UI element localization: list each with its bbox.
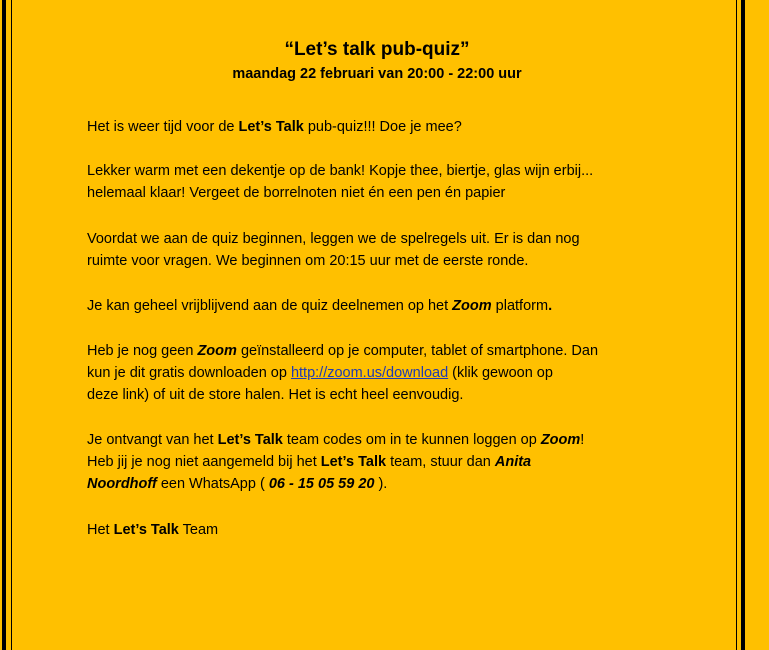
install-text-4: (klik gewoon op [448,365,553,381]
install-paragraph [87,340,707,406]
install-text: Heb je nog geen [87,343,198,359]
rules-line-1: Voordat we aan de quiz beginnen, leggen we de spelregels uit. Er is dan nog [87,231,580,247]
rules-line-2: ruimte voor vragen. We beginnen om 20:15 uur met de eerste ronde. [87,253,529,269]
install-text-2: geïnstalleerd op je computer, tablet of smartphone. Dan [236,343,599,359]
codes-text-2: team codes om in te kunnen loggen op [282,432,541,448]
intro-text-end: pub-quiz!!! Doe je mee? [303,119,462,135]
flyer-date: maandag 22 februari van 20:00 - 22:00 uur [232,66,522,82]
signature-text: Het [87,522,114,538]
codes-text: Je ontvangt van het [87,432,218,448]
cozy-line-2: helemaal klaar! Vergeet de borrelnoten niet én een pen én papier [87,185,506,201]
platform-paragraph [87,295,707,317]
codes-paragraph [87,429,707,495]
zoom-name: Zoom [540,432,581,448]
frame-border-left-outer [2,0,6,650]
rules-paragraph [87,228,707,272]
signature [87,519,707,541]
brand-name: Let’s Talk [238,119,304,135]
contact-first-name: Anita [494,454,532,470]
cozy-paragraph [87,160,707,204]
flyer-title: “Let’s talk pub-quiz” [284,39,470,60]
frame-border-left-inner [11,0,12,650]
platform-text-end: platform [491,298,549,314]
contact-last-name: Noordhoff [87,476,157,492]
install-text-5: deze link) of uit de store halen. Het is echt heel eenvoudig. [87,387,464,403]
frame-border-right-outer [741,0,745,650]
platform-text: Je kan geheel vrijblijvend aan de quiz deelnemen op het [87,298,453,314]
zoom-download-link[interactable]: http://zoom.us/download [290,365,449,381]
cozy-line-1: Lekker warm met een dekentje op de bank! Kopje thee, biertje, glas wijn erbij... [87,163,594,179]
intro-text: Het is weer tijd voor de [87,119,239,135]
signup-text: Heb jij je nog niet aangemeld bij het [87,454,321,470]
zoom-name: Zoom [452,298,492,314]
phone-number: 06 - 15 05 59 20 [268,476,375,492]
signup-text-2: team, stuur dan [386,454,495,470]
flyer-content [87,38,717,538]
brand-name: Let’s Talk [320,454,387,470]
signature-text-end: Team [178,522,219,538]
codes-exclamation: ! [580,432,585,448]
whatsapp-text: een WhatsApp ( [156,476,269,492]
whatsapp-text-end: ). [374,476,388,492]
platform-period: . [548,298,553,314]
install-text-3: kun je dit gratis downloaden op [87,365,291,381]
intro-paragraph [87,116,707,138]
brand-name: Let’s Talk [217,432,283,448]
zoom-name: Zoom [197,343,237,359]
brand-name: Let’s Talk [113,522,179,538]
frame-border-right-inner [736,0,737,650]
